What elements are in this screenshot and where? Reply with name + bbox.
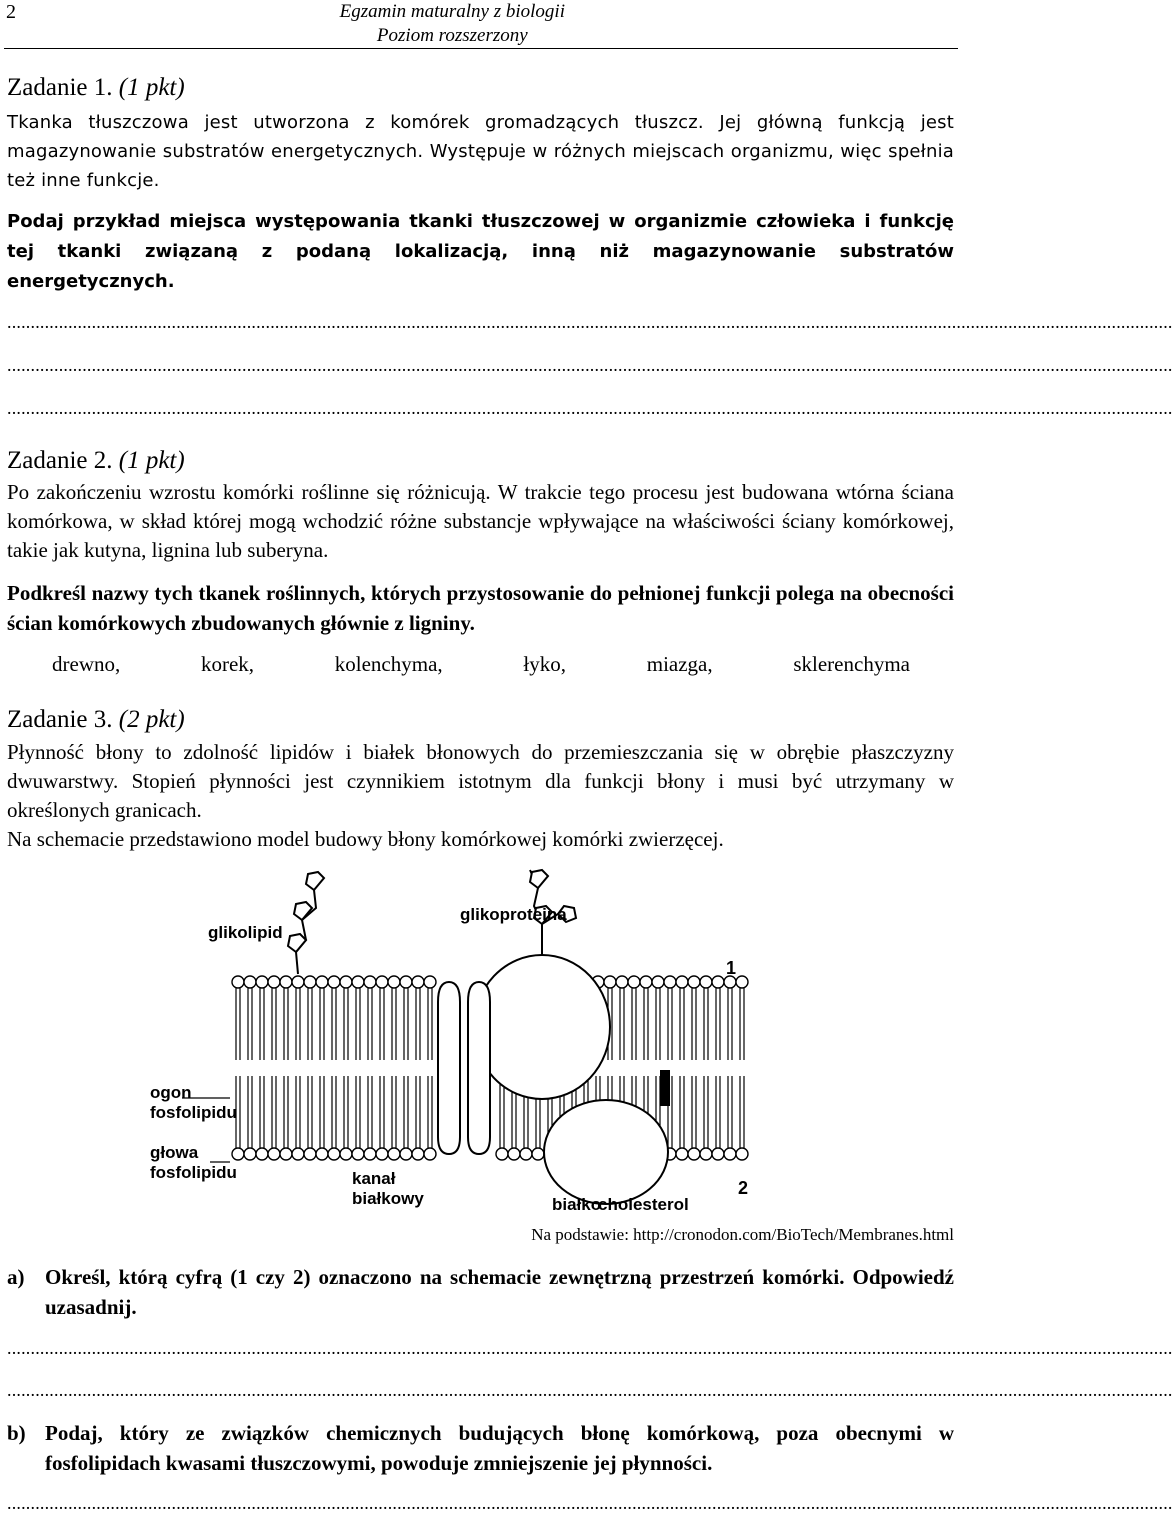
phospholipid-head (724, 1148, 736, 1160)
answer-line-3b-1[interactable]: ........................................................................................................................................................................................................................................................ (7, 1493, 1173, 1513)
phospholipid-head (688, 976, 700, 988)
phospholipid-head (700, 976, 712, 988)
label-bialko: białko (552, 1195, 602, 1214)
option-miazga[interactable]: miazga, (646, 652, 713, 676)
phospholipid-head (304, 976, 316, 988)
question-b-text: Podaj, który ze związków chemicznych budujących błonę komórkową, poza obecnymi w fosfolipidach kwasami tłuszczowymi, powoduje zmniejszenie jej płynności. (45, 1421, 954, 1475)
label-ogon-1: ogon (150, 1083, 192, 1102)
phospholipid-head (340, 976, 352, 988)
label-glikoproteina: glikoproteina (460, 905, 567, 924)
running-header (340, 0, 565, 48)
phospholipid-head (664, 976, 676, 988)
phospholipid-head (292, 976, 304, 988)
answer-line-1-3[interactable]: ........................................................................................................................................................................................................................................................ (7, 398, 1173, 418)
phospholipid-head (400, 976, 412, 988)
label-kanal-2: białkowy (352, 1189, 424, 1208)
question-a (7, 1262, 954, 1322)
task-1-command: Podaj przykład miejsca występowania tkanki tłuszczowej w organizmie człowieka i funkcję tej tkanki związaną z podaną lokalizacją, inną niż magazynowanie substratów energetycznych. (7, 211, 954, 292)
option-sklerenchyma[interactable]: sklerenchyma (793, 652, 910, 676)
label-glikolipid: glikolipid (208, 923, 283, 942)
question-a-text: Określ, którą cyfrą (1 czy 2) oznaczono na schemacie zewnętrzną przestrzeń komórki. Odpowiedź uzasadnij. (45, 1265, 954, 1319)
question-a-letter: a) (7, 1265, 25, 1289)
phospholipid-head (628, 976, 640, 988)
answer-line-3a-2[interactable]: ........................................................................................................................................................................................................................................................ (7, 1380, 1173, 1400)
phospholipid-head (364, 1148, 376, 1160)
glycolipid-chain (288, 872, 324, 974)
phospholipid-head (388, 1148, 400, 1160)
answer-line-1-1[interactable]: ........................................................................................................................................................................................................................................................ (7, 312, 1173, 332)
exam-level: Poziom rozszerzony (376, 25, 528, 46)
exam-title: Egzamin maturalny z biologii (339, 1, 565, 22)
phospholipid-head (712, 976, 724, 988)
phospholipid-head (736, 976, 748, 988)
phospholipid-head (424, 976, 436, 988)
phospholipid-head (340, 1148, 352, 1160)
phospholipid-head (376, 1148, 388, 1160)
task-3 (7, 706, 954, 734)
protein-channel (438, 982, 460, 1154)
phospholipid-head (496, 1148, 508, 1160)
phospholipid-head (244, 1148, 256, 1160)
task-2-title: Zadanie 2. (1 pkt) (7, 447, 185, 474)
phospholipid-head (232, 1148, 244, 1160)
phospholipid-head (616, 976, 628, 988)
phospholipid-head (292, 1148, 304, 1160)
phospholipid-head (700, 1148, 712, 1160)
phospholipid-head (256, 1148, 268, 1160)
phospholipid-head (232, 976, 244, 988)
answer-line-3a-1[interactable]: ........................................................................................................................................................................................................................................................ (7, 1338, 1173, 1358)
label-glowa-1: głowa (150, 1143, 199, 1162)
phospholipid-head (508, 1148, 520, 1160)
phospholipid-head (520, 1148, 532, 1160)
diagram-source: Na podstawie: http://cronodon.com/BioTech/Membranes.html (531, 1225, 954, 1244)
phospholipid-head (412, 1148, 424, 1160)
phospholipid-head (532, 1148, 544, 1160)
question-b (7, 1418, 954, 1478)
phospholipid-head (424, 1148, 436, 1160)
task-1-title: Zadanie 1. (1 pkt) (7, 74, 185, 101)
phospholipid-head (328, 1148, 340, 1160)
label-cholesterol: cholesterol (598, 1195, 689, 1214)
phospholipid-head (256, 976, 268, 988)
phospholipid-head (652, 976, 664, 988)
answer-line-1-2[interactable]: ........................................................................................................................................................................................................................................................ (7, 355, 1173, 375)
task-2-intro: Po zakończeniu wzrostu komórki roślinne się różnicują. W trakcie tego procesu jest budowana wtórna ściana komórkowa, w skład której mogą wchodzić różne substancje wpływające na właściwości ściany komórkowej, takie jak kutyna, lignina lub suberyna. (7, 480, 954, 562)
task-3-title: Zadanie 3. (2 pkt) (7, 706, 185, 733)
phospholipid-head (328, 976, 340, 988)
phospholipid-head (316, 976, 328, 988)
phospholipid-head (688, 1148, 700, 1160)
phospholipid-head (640, 976, 652, 988)
phospholipid-head (604, 976, 616, 988)
question-b-letter: b) (7, 1421, 26, 1445)
glycoprotein-body (474, 955, 610, 1099)
tissue-options (52, 652, 910, 677)
membrane-diagram (146, 862, 786, 1222)
label-glowa-2: fosfolipidu (150, 1163, 237, 1182)
phospholipid-head (352, 976, 364, 988)
option-kolenchyma[interactable]: kolenchyma, (334, 652, 443, 676)
cholesterol-shape (660, 1070, 670, 1106)
phospholipid-head (280, 976, 292, 988)
task-1-intro: Tkanka tłuszczowa jest utworzona z komórek gromadzących tłuszcz. Jej główną funkcją jest magazynowanie substratów energetycznych. Występuje w różnych miejscach organizmu, więc spełnia też inne funkcje. (7, 112, 954, 191)
option-korek[interactable]: korek, (200, 652, 255, 676)
phospholipid-head (280, 1148, 292, 1160)
phospholipid-head (268, 1148, 280, 1160)
option-lyko[interactable]: łyko, (523, 652, 566, 676)
task-1 (7, 74, 954, 102)
phospholipid-head (736, 1148, 748, 1160)
phospholipid-head (676, 976, 688, 988)
label-ogon-2: fosfolipidu (150, 1103, 237, 1122)
phospholipid-head (376, 976, 388, 988)
phospholipid-head (712, 1148, 724, 1160)
phospholipid-head (244, 976, 256, 988)
phospholipid-head (676, 1148, 688, 1160)
task-2 (7, 447, 954, 475)
phospholipid-head (364, 976, 376, 988)
phospholipid-head (316, 1148, 328, 1160)
phospholipid-head (400, 1148, 412, 1160)
phospholipid-head (268, 976, 280, 988)
label-kanal-1: kanał (352, 1169, 396, 1188)
protein-lower (544, 1100, 668, 1204)
header-divider (4, 48, 958, 49)
phospholipid-head (388, 976, 400, 988)
phospholipid-head (352, 1148, 364, 1160)
label-number-2: 2 (738, 1178, 749, 1198)
label-number-1: 1 (726, 958, 737, 978)
task-3-intro: Płynność błony to zdolność lipidów i białek błonowych do przemieszczania się w obrębie płaszczyzny dwuwarstwy. Stopień płynności jest czynnikiem istotnym dla funkcji błony i musi być utrzymany w określonych granicach. (7, 740, 954, 822)
task-3-intro-2: Na schemacie przedstawiono model budowy błony komórkowej komórki zwierzęcej. (7, 827, 724, 851)
membrane-proteins (438, 955, 668, 1204)
task-2-command: Podkreśl nazwy tych tkanek roślinnych, których przystosowanie do pełnionej funkcji polega na obecności ścian komórkowych zbudowanych głównie z ligniny. (7, 581, 954, 635)
option-drewno[interactable]: drewno, (52, 652, 121, 676)
phospholipid-head (412, 976, 424, 988)
phospholipid-head (304, 1148, 316, 1160)
page-number: 2 (6, 1, 16, 23)
